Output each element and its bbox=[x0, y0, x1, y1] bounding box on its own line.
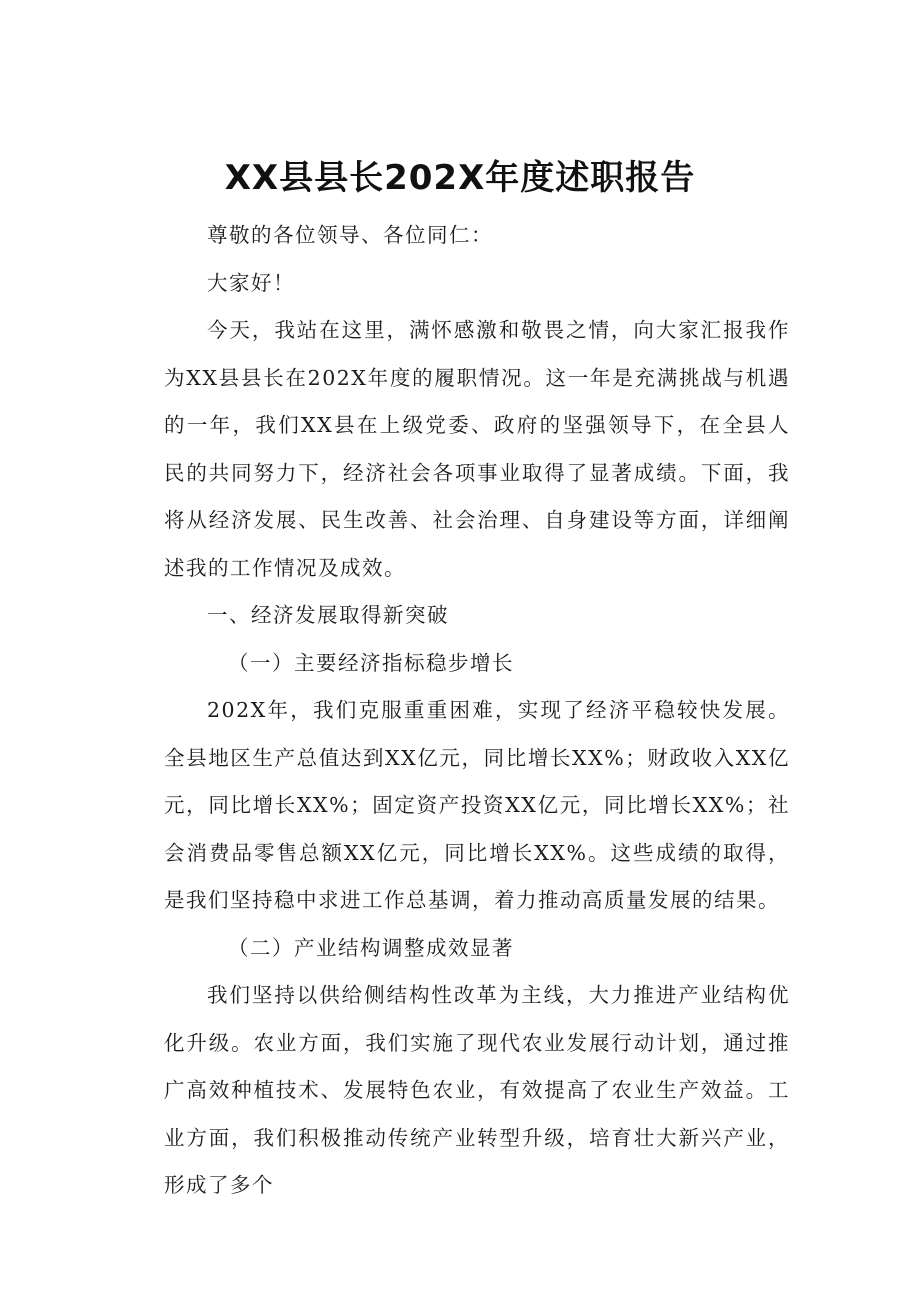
intro-paragraph: 今天，我站在这里，满怀感激和敬畏之情，向大家汇报我作为XX县县长在202X年度的履职情况。这一年是充满挑战与机遇的一年，我们XX县在上级党委、政府的坚强领导下，在全县人民的共同努力下，经济社会各项事业取得了显著成绩。下面，我将从经济发展、民生改善、社会治理、自身建设等方面，详细阐述我的工作情况及成效。 bbox=[164, 318, 790, 580]
subsection-1-paragraph: 202X年，我们克服重重困难，实现了经济平稳较快发展。全县地区生产总值达到XX亿元，同比增长XX%；财政收入XX亿元，同比增长XX%；固定资产投资XX亿元，同比增长XX%；社会消费品零售总额XX亿元，同比增长XX%。这些成绩的取得，是我们坚持稳中求进工作总基调，着力推动高质量发展的结果。 bbox=[164, 698, 790, 912]
document-body bbox=[164, 212, 790, 1210]
subsection-2-paragraph: 我们坚持以供给侧结构性改革为主线，大力推进产业结构优化升级。农业方面，我们实施了现代农业发展行动计划，通过推广高效种植技术、发展特色农业，有效提高了农业生产效益。工业方面，我们积极推动传统产业转型升级，培育壮大新兴产业，形成了多个 bbox=[164, 983, 790, 1197]
document-title: XX县县长202X年度述职报告 bbox=[224, 158, 696, 198]
subsection-heading-2: （二）产业结构调整成效显著 bbox=[228, 935, 514, 960]
salutation: 尊敬的各位领导、各位同仁： bbox=[207, 223, 493, 247]
subsection-heading-1: （一）主要经济指标稳步增长 bbox=[228, 650, 514, 675]
section-heading-1: 一、经济发展取得新突破 bbox=[207, 603, 449, 627]
greeting: 大家好！ bbox=[207, 270, 295, 295]
